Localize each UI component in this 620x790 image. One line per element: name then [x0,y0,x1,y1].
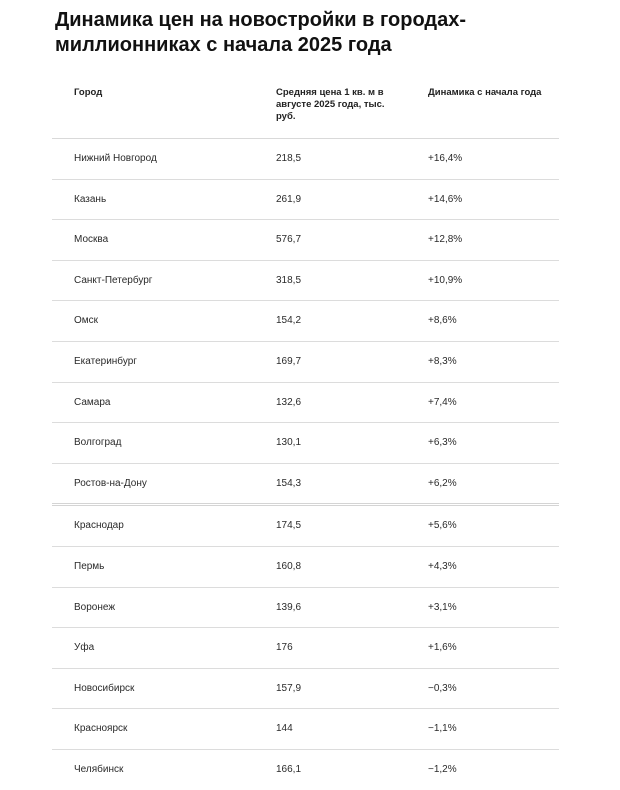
cell-change: +5,6% [428,520,457,532]
cell-change: +6,2% [428,477,457,489]
cell-change: +10,9% [428,274,463,286]
cell-city: Воронеж [74,601,116,613]
cell-change: −0,3% [428,682,457,694]
cell-city: Нижний Новгород [74,153,157,164]
cell-change: −1,2% [428,763,457,775]
cell-price: 132,6 [276,396,302,408]
cell-city: Омск [74,315,99,327]
table-row [52,342,559,383]
cell-price: 154,3 [276,477,302,489]
table-row [52,301,559,342]
cell-city: Ростов-на-Дону [74,477,147,489]
cell-price: 174,5 [276,520,302,532]
cell-price: 160,8 [276,560,302,572]
cell-price: 176 [276,642,293,654]
cell-change: +8,3% [428,355,457,367]
cell-city: Москва [74,234,109,246]
cell-change: +8,6% [428,315,457,327]
cell-price: 169,7 [276,355,302,367]
cell-city: Санкт-Петербург [74,274,153,286]
cell-change: −1,1% [428,723,457,735]
cell-city: Краснодар [74,520,124,532]
cell-city: Новосибирск [74,682,135,694]
cell-change: +1,6% [428,642,457,654]
table-row [52,383,559,424]
cell-change: +12,8% [428,234,463,246]
cell-city: Казань [74,193,107,205]
table-header [52,76,559,139]
cell-city: Волгоград [74,437,122,449]
cell-city: Челябинск [74,763,124,775]
cell-city: Уфа [74,642,95,654]
table-row [52,506,559,547]
cell-price: 154,2 [276,315,302,327]
cell-change: +6,3% [428,437,457,449]
cell-price: 576,7 [276,234,302,246]
cell-price: 318,5 [276,274,302,286]
cell-price: 144 [276,723,293,735]
header-price: Средняя цена 1 кв. м в августе 2025 года, тыс. руб. [276,87,385,122]
table-row [52,669,559,710]
cell-city: Самара [74,396,111,408]
cell-price: 139,6 [276,601,302,613]
price-table [52,76,559,790]
page-title: Динамика цен на новостройки в городах-миллионниках с начала 2025 года [55,9,467,56]
cell-change: +4,3% [428,560,457,572]
cell-change: +16,4% [428,153,463,164]
cell-city: Красноярск [74,723,128,735]
table-row [52,464,559,507]
cell-change: +14,6% [428,193,463,205]
table-row [52,261,559,302]
cell-price: 218,5 [276,153,302,164]
cell-price: 130,1 [276,437,302,449]
cell-price: 157,9 [276,682,302,694]
table-row [52,750,559,790]
table-row [52,628,559,669]
table-row [52,588,559,629]
cell-price: 261,9 [276,193,302,205]
cell-price: 166,1 [276,763,302,775]
cell-city: Пермь [74,560,105,572]
table-row [52,709,559,750]
header-change: Динамика с начала года [428,87,542,98]
header-city: Город [74,87,103,98]
table-row [52,547,559,588]
table-row [52,220,559,261]
table-row [52,423,559,464]
cell-change: +3,1% [428,601,457,613]
table-row [52,139,559,180]
cell-city: Екатеринбург [74,355,137,367]
cell-change: +7,4% [428,396,457,408]
table-row [52,180,559,221]
